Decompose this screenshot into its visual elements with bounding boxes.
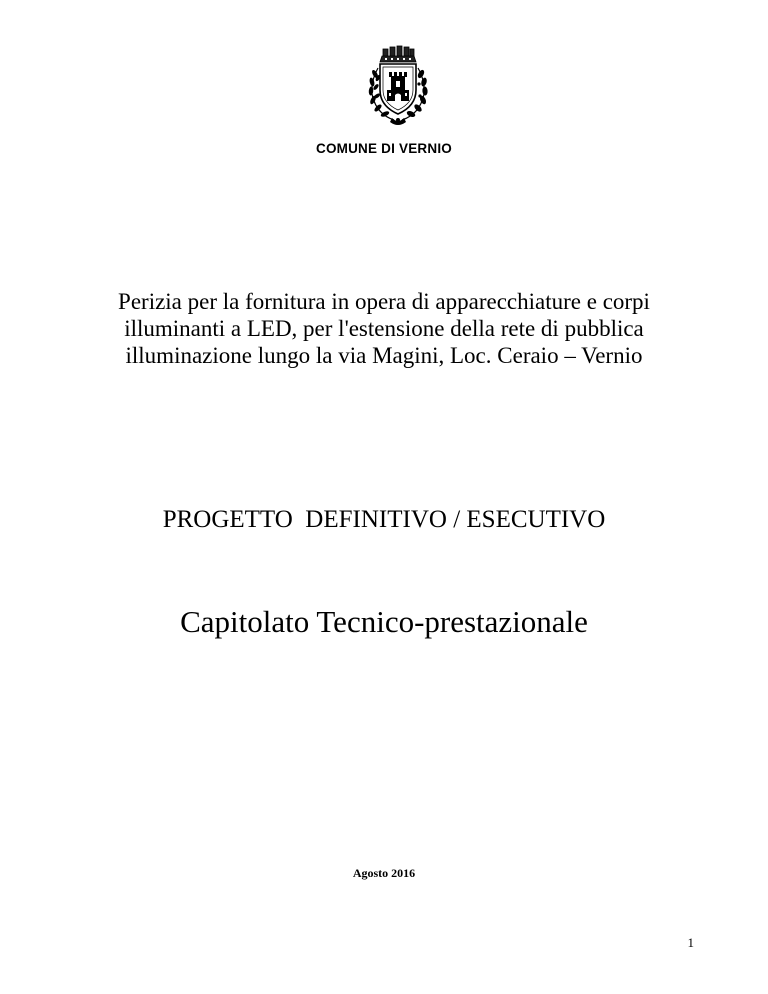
project-subject: Perizia per la fornitura in opera di apparecchiature e corpi illuminanti a LED, per l'estensione della rete di pubblica illuminazione lungo la via Magini, Loc. Ceraio – Vernio <box>118 289 650 368</box>
project-phase: PROGETTO DEFINITIVO / ESECUTIVO <box>162 506 606 533</box>
document-date: Agosto 2016 <box>352 866 416 880</box>
page-number: 1 <box>687 935 694 950</box>
document-title: Capitolato Tecnico-prestazionale <box>180 604 588 639</box>
coat-of-arms-icon <box>354 40 442 126</box>
municipality-name: COMUNE DI VERNIO <box>316 141 452 156</box>
